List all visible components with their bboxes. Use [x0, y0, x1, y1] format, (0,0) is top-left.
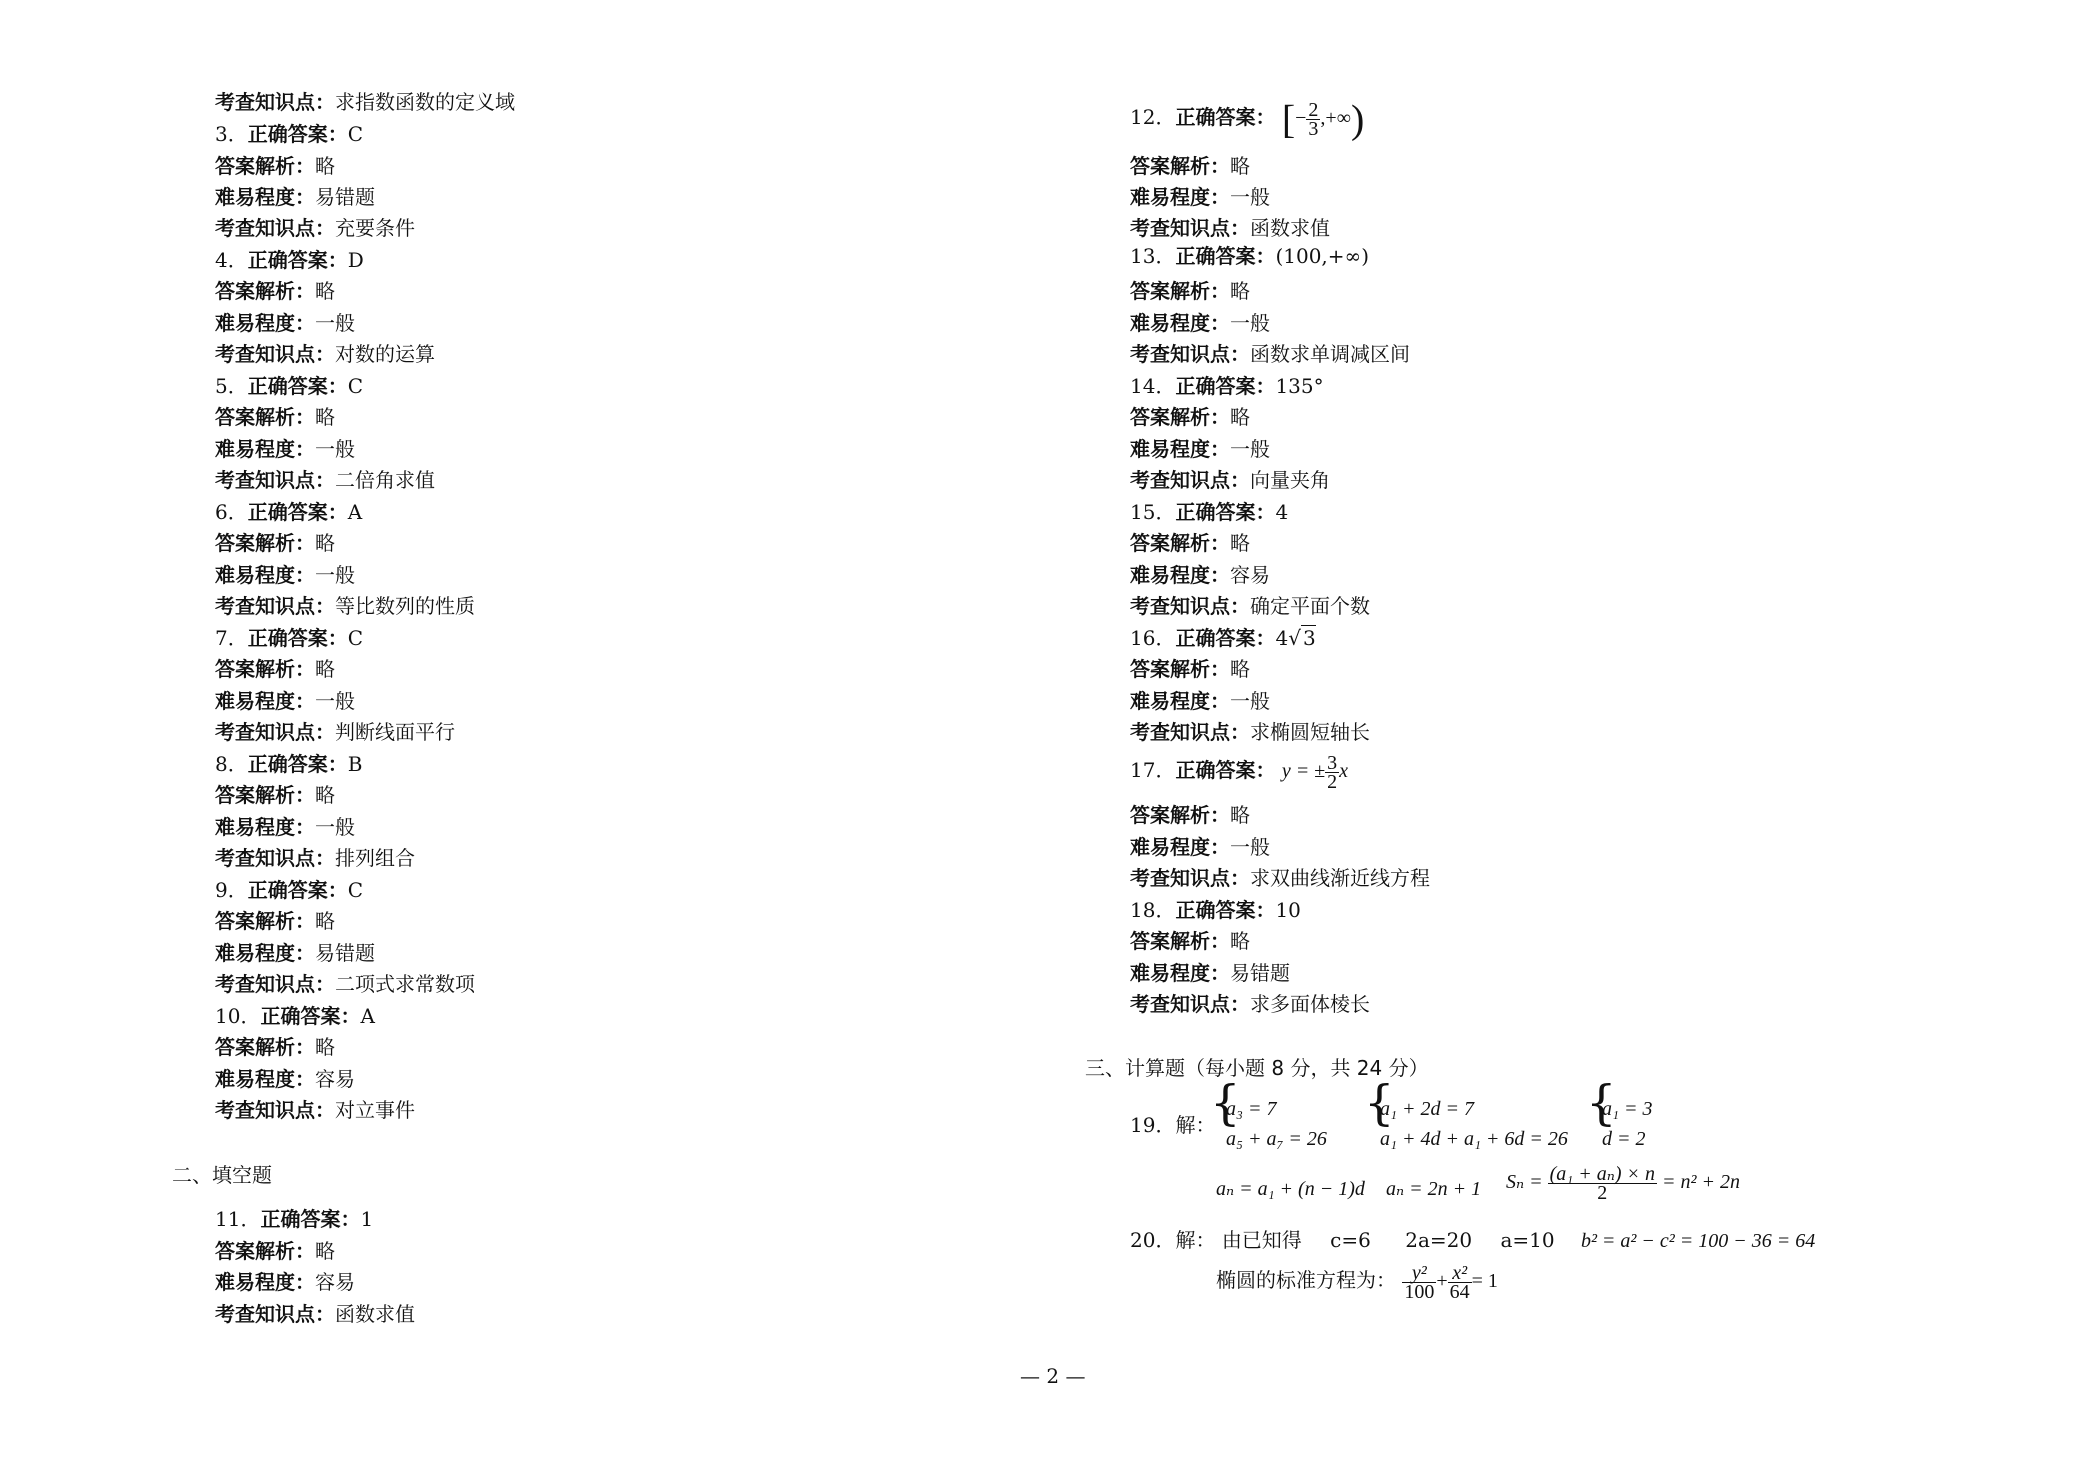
problem-19-closed-form: aₙ = 2n + 1 [1386, 1178, 1482, 1200]
answer-line: 10．正确答案：A [215, 1004, 375, 1028]
analysis-line: 答案解析：略 [1130, 657, 1250, 681]
knowledge-line: 考查知识点：向量夹角 [1130, 468, 1330, 492]
knowledge-line: 考查知识点：排列组合 [215, 846, 415, 870]
difficulty-line: 难易程度：一般 [215, 563, 355, 587]
knowledge-line: 考查知识点：二倍角求值 [215, 468, 435, 492]
analysis-line: 答案解析：略 [1130, 531, 1250, 555]
answer-line: 6．正确答案：A [215, 500, 363, 524]
analysis-line: 答案解析：略 [215, 1239, 335, 1263]
knowledge-line: 考查知识点：等比数列的性质 [215, 594, 475, 618]
answer-formula: [− $\frac{2}{3}$ ,+∞) [1281, 96, 1365, 142]
difficulty-line: 难易程度：容易 [215, 1067, 355, 1091]
analysis-line: 答案解析：略 [215, 154, 335, 178]
analysis-line: 答案解析：略 [215, 531, 335, 555]
answer-line: 12．正确答案： [− $\frac{2}{3}$ ,+∞) [1130, 96, 1365, 142]
knowledge-line: 考查知识点：对立事件 [215, 1098, 415, 1122]
right-paren: ) [1350, 96, 1365, 142]
difficulty-line: 难易程度：一般 [1130, 185, 1270, 209]
fraction: $\frac{\text{y²}}{100}$ [1404, 1261, 1435, 1303]
analysis-line: 答案解析：略 [215, 405, 335, 429]
knowledge-line: 考查知识点：函数求值 [215, 1302, 415, 1326]
difficulty-line: 难易程度：一般 [1130, 689, 1270, 713]
problem-20-line-2: 椭圆的标准方程为： $\frac{\text{y²}}{100}$ + $\frac{\text{x²}}{64}$ = 1 [1216, 1261, 1498, 1303]
fraction: $\frac{\text{(a₁ + aₙ) × n}}{2}$ [1549, 1162, 1655, 1204]
answer-line: 18．正确答案：10 [1130, 898, 1301, 922]
knowledge-line: 考查知识点：求多面体棱长 [1130, 992, 1370, 1016]
difficulty-line: 难易程度：一般 [215, 689, 355, 713]
answer-line: 8．正确答案：B [215, 752, 363, 776]
analysis-line: 答案解析：略 [1130, 803, 1250, 827]
answer-line: 7．正确答案：C [215, 626, 364, 650]
knowledge-line: 考查知识点：充要条件 [215, 216, 415, 240]
difficulty-line: 难易程度：一般 [215, 311, 355, 335]
answer-line: 3．正确答案：C [215, 122, 364, 146]
difficulty-line: 难易程度：一般 [1130, 437, 1270, 461]
analysis-line: 答案解析：略 [1130, 929, 1250, 953]
difficulty-line: 难易程度：易错题 [215, 185, 375, 209]
analysis-line: 答案解析：略 [1130, 154, 1250, 178]
answer-line: 9．正确答案：C [215, 878, 364, 902]
difficulty-line: 难易程度：一般 [1130, 835, 1270, 859]
difficulty-line: 难易程度：一般 [215, 437, 355, 461]
answer-line: 17．正确答案： y = ± $\frac{3}{2}$ x [1130, 751, 1349, 793]
analysis-line: 答案解析：略 [215, 909, 335, 933]
problem-19-system-3: { a₁ = 3 d = 2 [1588, 1094, 1652, 1154]
answer-line: 4．正确答案：D [215, 248, 364, 272]
problem-19-system-2: { a₁ + 2d = 7 a₁ + 4d + a₁ + 6d = 26 [1366, 1094, 1568, 1154]
knowledge-line: 考查知识点：求椭圆短轴长 [1130, 720, 1370, 744]
knowledge-line: 考查知识点：对数的运算 [215, 342, 435, 366]
analysis-line: 答案解析：略 [1130, 405, 1250, 429]
knowledge-line: 考查知识点：函数求单调减区间 [1130, 342, 1410, 366]
fraction: $\frac{2}{3}$ [1308, 98, 1319, 140]
section-heading-fill-in: 二、填空题 [172, 1163, 272, 1187]
fraction: $\frac{\text{x²}}{64}$ [1449, 1261, 1470, 1303]
ellipse-equation: $\frac{\text{y²}}{100}$ + $\frac{\text{x²}}{64}$ = 1 [1404, 1261, 1498, 1303]
problem-19-sum-formula: Sₙ = $\frac{\text{(a₁ + aₙ) × n}}{2}$ = n² + 2n [1506, 1162, 1740, 1204]
problem-20-line-1: 20．解： 由已知得 c=6 2a=20 a=10 b² = a² − c² = 100 − 36 = 64 [1130, 1228, 1816, 1252]
difficulty-line: 难易程度：容易 [1130, 563, 1270, 587]
item-line: 考查知识点：求指数函数的定义域 [215, 90, 515, 114]
knowledge-line: 考查知识点：确定平面个数 [1130, 594, 1370, 618]
answer-formula: y = ± $\frac{3}{2}$ x [1281, 751, 1349, 793]
analysis-line: 答案解析：略 [215, 279, 335, 303]
page-number: — 2 — [1020, 1364, 1086, 1388]
difficulty-line: 难易程度：一般 [1130, 311, 1270, 335]
section-heading-calculation: 三、计算题（每小题 8 分，共 24 分） [1085, 1056, 1429, 1080]
analysis-line: 答案解析：略 [1130, 279, 1250, 303]
fraction: $\frac{3}{2}$ [1327, 751, 1338, 793]
answer-line: 13．正确答案：(100,+∞) [1130, 244, 1370, 268]
analysis-line: 答案解析：略 [215, 1035, 335, 1059]
knowledge-line: 考查知识点：函数求值 [1130, 216, 1330, 240]
problem-19-general-term: aₙ = a₁ + (n − 1)d [1216, 1178, 1365, 1200]
knowledge-line: 考查知识点：判断线面平行 [215, 720, 455, 744]
left-bracket: [ [1281, 96, 1296, 142]
answer-line: 11．正确答案：1 [215, 1207, 374, 1231]
difficulty-line: 难易程度：易错题 [215, 941, 375, 965]
analysis-line: 答案解析：略 [215, 657, 335, 681]
knowledge-line: 考查知识点：二项式求常数项 [215, 972, 475, 996]
problem-19-label: 19．解： [1130, 1113, 1216, 1137]
answer-line: 16．正确答案：4√ 3 [1130, 626, 1316, 650]
knowledge-line: 考查知识点：求双曲线渐近线方程 [1130, 866, 1430, 890]
answer-line: 15．正确答案：4 [1130, 500, 1289, 524]
problem-19-system-1: { a₃ = 7 a₅ + a₇ = 26 [1212, 1094, 1327, 1154]
difficulty-line: 难易程度：容易 [215, 1270, 355, 1294]
radicand: 3 [1302, 626, 1316, 650]
difficulty-line: 难易程度：一般 [215, 815, 355, 839]
difficulty-line: 难易程度：易错题 [1130, 961, 1290, 985]
analysis-line: 答案解析：略 [215, 783, 335, 807]
answer-line: 14．正确答案：135° [1130, 374, 1324, 398]
answer-line: 5．正确答案：C [215, 374, 364, 398]
